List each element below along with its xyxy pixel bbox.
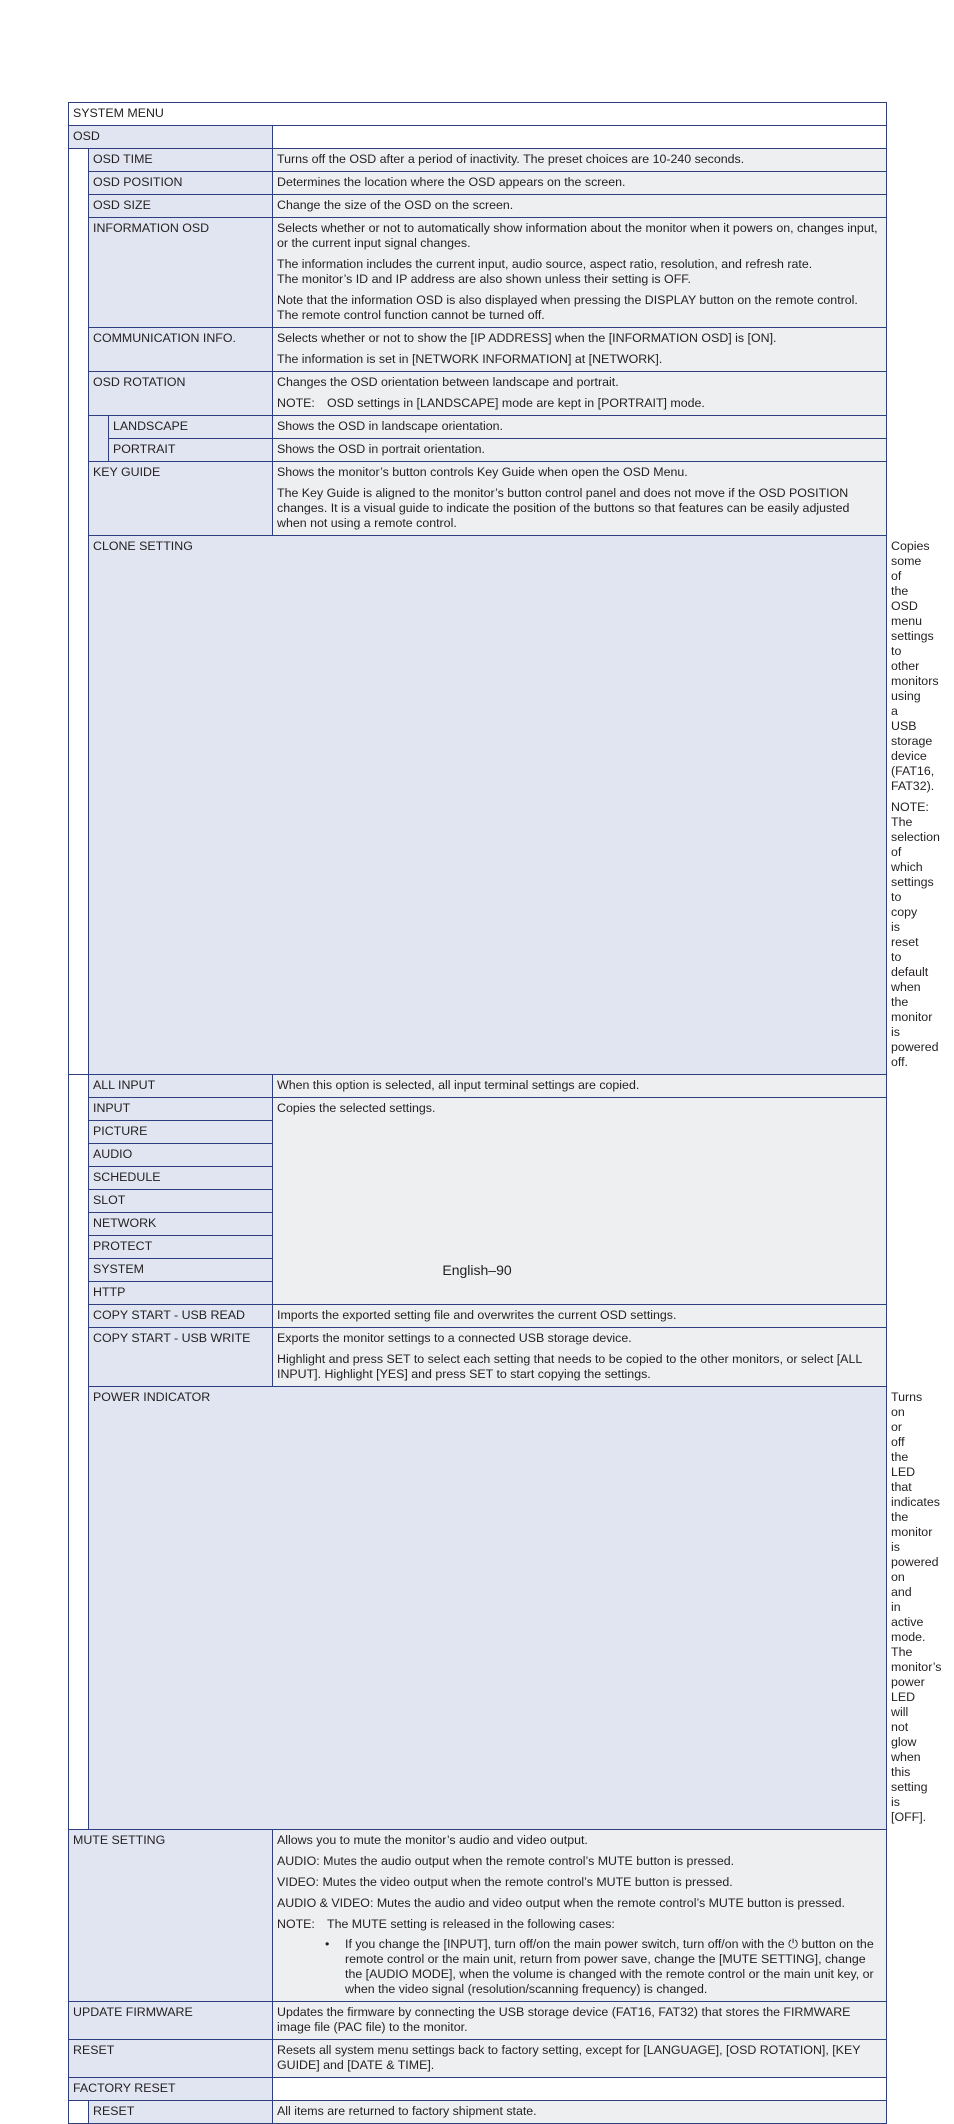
communication-info-desc xyxy=(273,328,887,372)
table-row xyxy=(69,1098,887,1121)
table-row xyxy=(69,149,887,172)
osd-time-label: OSD TIME xyxy=(89,149,273,172)
usb-write-desc-2: Highlight and press SET to select each setting that needs to be copied to the other monitors, or select [ALL INPUT]. Highlight [YES] and press SET to start copying the settings. xyxy=(277,1352,862,1381)
osd-rotation-note xyxy=(277,396,882,411)
table-row xyxy=(69,1830,887,2002)
portrait-desc: Shows the OSD in portrait orientation. xyxy=(273,439,887,462)
table-row xyxy=(69,2101,887,2124)
system-menu-header: SYSTEM MENU xyxy=(69,103,887,126)
mute-desc-2: AUDIO: Mutes the audio output when the remote control’s MUTE button is pressed. xyxy=(277,1854,735,1868)
mute-desc-4: AUDIO & VIDEO: Mutes the audio and video output when the remote control’s MUTE button is pressed. xyxy=(277,1896,845,1910)
osd-size-desc: Change the size of the OSD on the screen. xyxy=(273,195,887,218)
mute-desc-1: Allows you to mute the monitor’s audio and video output. xyxy=(277,1833,588,1847)
power-indicator-label: POWER INDICATOR xyxy=(89,1387,887,1830)
landscape-desc: Shows the OSD in landscape orientation. xyxy=(273,416,887,439)
clone-items-desc: Copies the selected settings. xyxy=(273,1098,887,1305)
bullet-text-after: button on the remote control or the main unit, return from power save, change the [MUTE SETTING], change the [AUDIO MODE], when the volume is changed with the remote control or the main unit key, or when the video signal (resolution/scanning frequency) is changed. xyxy=(345,1937,874,1996)
key-guide-desc-2: The Key Guide is aligned to the monitor’s button control panel and does not move if the OSD POSITION changes. It is a visual guide to indicate the position of the buttons so that features can be easily adjusted when not using a remote control. xyxy=(277,486,850,530)
clone-item-http: HTTP xyxy=(89,1282,273,1305)
communication-info-desc-1: Selects whether or not to show the [IP ADDRESS] when the [INFORMATION OSD] is [ON]. xyxy=(277,331,777,345)
table-row xyxy=(69,126,887,149)
usb-write-label: COPY START - USB WRITE xyxy=(89,1328,273,1387)
table-row xyxy=(69,195,887,218)
mute-note xyxy=(277,1917,882,1932)
bullet-mark: • xyxy=(325,1937,330,1951)
usb-write-desc-1: Exports the monitor settings to a connected USB storage device. xyxy=(277,1331,632,1345)
all-input-desc: When this option is selected, all input terminal settings are copied. xyxy=(273,1075,887,1098)
note-text: The selection of which settings to copy is reset to default when the monitor is powered off. xyxy=(891,815,940,1069)
osd-size-label: OSD SIZE xyxy=(89,195,273,218)
mute-bullet xyxy=(277,1937,882,1997)
factory-reset-indent xyxy=(69,2101,89,2124)
table-row xyxy=(69,218,887,328)
osd-rotation-desc xyxy=(273,372,887,416)
factory-reset-desc-blank xyxy=(273,2078,887,2101)
clone-item-audio: AUDIO xyxy=(89,1144,273,1167)
osd-position-label: OSD POSITION xyxy=(89,172,273,195)
factory-reset-sub-desc: All items are returned to factory shipment state. xyxy=(273,2101,887,2124)
update-firmware-label: UPDATE FIRMWARE xyxy=(69,2002,273,2040)
table-row xyxy=(69,1305,887,1328)
table-row xyxy=(69,172,887,195)
mute-setting-desc xyxy=(273,1830,887,2002)
key-guide-desc xyxy=(273,462,887,536)
table-row xyxy=(69,462,887,536)
table-header-row xyxy=(69,103,887,126)
key-guide-label: KEY GUIDE xyxy=(89,462,273,536)
bullet-text-before: If you change the [INPUT], turn off/on the main power switch, turn off/on with the xyxy=(345,1937,785,1951)
mute-setting-label: MUTE SETTING xyxy=(69,1830,273,2002)
system-menu-table xyxy=(68,102,942,2124)
clone-item-schedule: SCHEDULE xyxy=(89,1167,273,1190)
osd-desc-blank xyxy=(273,126,887,149)
usb-read-desc: Imports the exported setting file and overwrites the current OSD settings. xyxy=(273,1305,887,1328)
clone-item-protect: PROTECT xyxy=(89,1236,273,1259)
clone-indent xyxy=(69,1075,89,1830)
table-row xyxy=(69,2078,887,2101)
communication-info-label: COMMUNICATION INFO. xyxy=(89,328,273,372)
communication-info-desc-2: The information is set in [NETWORK INFORMATION] at [NETWORK]. xyxy=(277,352,663,366)
information-osd-desc-1: Selects whether or not to automatically show information about the monitor when it powers on, changes input, or the current input signal changes. xyxy=(277,221,878,250)
mute-desc-3: VIDEO: Mutes the video output when the remote control’s MUTE button is pressed. xyxy=(277,1875,733,1889)
factory-reset-sub-label: RESET xyxy=(89,2101,273,2124)
table-row xyxy=(69,328,887,372)
key-guide-desc-1: Shows the monitor’s button controls Key Guide when open the OSD Menu. xyxy=(277,465,688,479)
usb-read-label: COPY START - USB READ xyxy=(89,1305,273,1328)
table-row xyxy=(69,2040,887,2078)
all-input-label: ALL INPUT xyxy=(89,1075,273,1098)
note-text: OSD settings in [LANDSCAPE] mode are kept in [PORTRAIT] mode. xyxy=(327,396,705,410)
osd-indent xyxy=(69,149,89,1075)
note-label: NOTE: xyxy=(277,396,315,410)
information-osd-desc xyxy=(273,218,887,328)
table-row xyxy=(69,416,887,439)
osd-time-desc: Turns off the OSD after a period of inactivity. The preset choices are 10-240 seconds. xyxy=(273,149,887,172)
osd-rotation-desc-1: Changes the OSD orientation between landscape and portrait. xyxy=(277,375,619,389)
mute-bullet-text xyxy=(345,1937,882,1997)
update-firmware-desc: Updates the firmware by connecting the USB storage device (FAT16, FAT32) that stores the FIRMWARE image file (PAC file) to the monitor. xyxy=(273,2002,887,2040)
osd-rotation-indent xyxy=(89,416,109,462)
factory-reset-label: FACTORY RESET xyxy=(69,2078,273,2101)
clone-item-network: NETWORK xyxy=(89,1213,273,1236)
table-row xyxy=(69,2002,887,2040)
clone-item-picture: PICTURE xyxy=(89,1121,273,1144)
table-row xyxy=(69,372,887,416)
information-osd-desc-2: The information includes the current input, audio source, aspect ratio, resolution, and refresh rate. The monitor’s ID and IP address are also shown unless their setting is OFF. xyxy=(277,257,813,286)
clone-item-slot: SLOT xyxy=(89,1190,273,1213)
information-osd-label: INFORMATION OSD xyxy=(89,218,273,328)
table-row: POWER INDICATOR Turns on or off the LED that indicates the monitor is powered on and in active mode. The monitor’s power LED will not glow when this setting is [OFF]. xyxy=(69,1387,887,1830)
reset-desc: Resets all system menu settings back to factory setting, except for [LANGUAGE], [OSD ROTATION], [KEY GUIDE] and [DATE & TIME]. xyxy=(273,2040,887,2078)
osd-label: OSD xyxy=(69,126,273,149)
power-icon: ⏻ xyxy=(788,1937,798,1951)
clone-item-input: INPUT xyxy=(89,1098,273,1121)
information-osd-desc-3: Note that the information OSD is also displayed when pressing the DISPLAY button on the remote control. The remote control function cannot be turned off. xyxy=(277,293,858,322)
table-row xyxy=(69,439,887,462)
usb-write-desc xyxy=(273,1328,887,1387)
table-row: CLONE SETTING Copies some of the OSD menu settings to other monitors using a USB storage device (FAT16, FAT32). NOTE:The selection of which settings to copy is reset to default when the monitor is powered off. xyxy=(69,536,887,1075)
table-row xyxy=(69,1328,887,1387)
clone-item-system: SYSTEM xyxy=(89,1259,273,1282)
landscape-label: LANDSCAPE xyxy=(109,416,273,439)
note-label: NOTE: xyxy=(891,800,929,814)
note-label: NOTE: xyxy=(277,1917,315,1931)
portrait-label: PORTRAIT xyxy=(109,439,273,462)
table-row xyxy=(69,1075,887,1098)
osd-rotation-label: OSD ROTATION xyxy=(89,372,273,416)
note-text: The MUTE setting is released in the following cases: xyxy=(327,1917,615,1931)
reset-label: RESET xyxy=(69,2040,273,2078)
osd-position-desc: Determines the location where the OSD appears on the screen. xyxy=(273,172,887,195)
clone-setting-label: CLONE SETTING xyxy=(89,536,887,1075)
page-footer: English–90 xyxy=(442,1262,512,1278)
